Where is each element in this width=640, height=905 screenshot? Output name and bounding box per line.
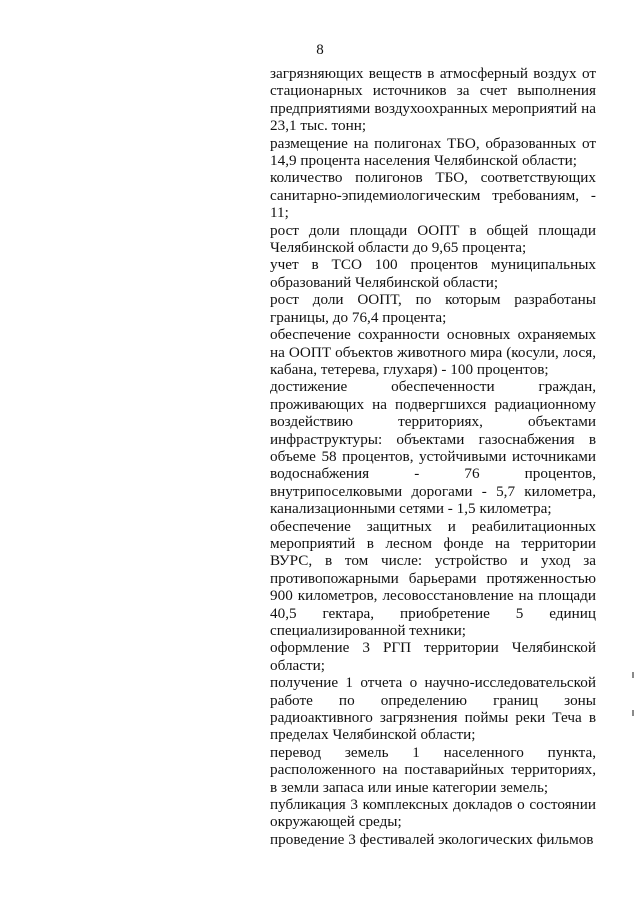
paragraph: рост доли ООПТ, по которым разработаны границы, до 76,4 процента;: [270, 291, 596, 326]
page-number: 8: [316, 42, 324, 58]
scan-margin-mark: [632, 672, 634, 678]
document-body: [270, 65, 596, 848]
paragraph: размещение на полигонах ТБО, образованных от 14,9 процента населения Челябинской области;: [270, 134, 596, 170]
paragraph: публикация 3 комплексных докладов о состоянии окружающей среды;: [270, 796, 596, 831]
paragraph: достижение обеспеченности граждан, проживающих на подвергшихся радиационному воздействию территориях, объектами инфраструктуры: объектами газоснабжения в объеме 58 процентов, устойчивыми источниками водоснабжения - 76 процентов, внутрипоселковыми дорогами - 5,7 километра, канализационными сетями - 1,5 километра;: [270, 378, 596, 518]
paragraph: получение 1 отчета о научно-исследовательской работе по определению границ зоны радиоактивного загрязнения поймы реки Теча в пределах Челябинской области;: [270, 674, 596, 744]
paragraph: обеспечение защитных и реабилитационных мероприятий в лесном фонде на территории ВУРС, в том числе: устройство и уход за противопожарными барьерами протяженностью 900 километров, лесовосстановление на площади 40,5 гектара, приобретение 5 единиц специализированной техники;: [270, 517, 596, 639]
paragraph: проведение 3 фестивалей экологических фильмов: [270, 830, 594, 848]
paragraph: учет в ТСО 100 процентов муниципальных образований Челябинской области;: [270, 256, 596, 291]
paragraph: рост доли площади ООПТ в общей площади Челябинской области до 9,65 процента;: [270, 221, 596, 257]
paragraph: обеспечение сохранности основных охраняемых на ООПТ объектов животного мира (косули, лося, кабана, тетерева, глухаря) - 100 процентов;: [270, 326, 596, 378]
paragraph: перевод земель 1 населенного пункта, расположенного на поставарийных территориях, в земли запаса или иные категории земель;: [270, 743, 596, 796]
paragraph: загрязняющих веществ в атмосферный воздух от стационарных источников за счет выполнения предприятиями воздухоохранных мероприятий на 23,1 тыс. тонн;: [270, 65, 596, 135]
paragraph: оформление 3 РГП территории Челябинской области;: [270, 639, 596, 674]
paragraph: количество полигонов ТБО, соответствующих санитарно-эпидемиологическим требованиям, - 11;: [270, 169, 596, 222]
scan-margin-mark: [632, 710, 634, 716]
